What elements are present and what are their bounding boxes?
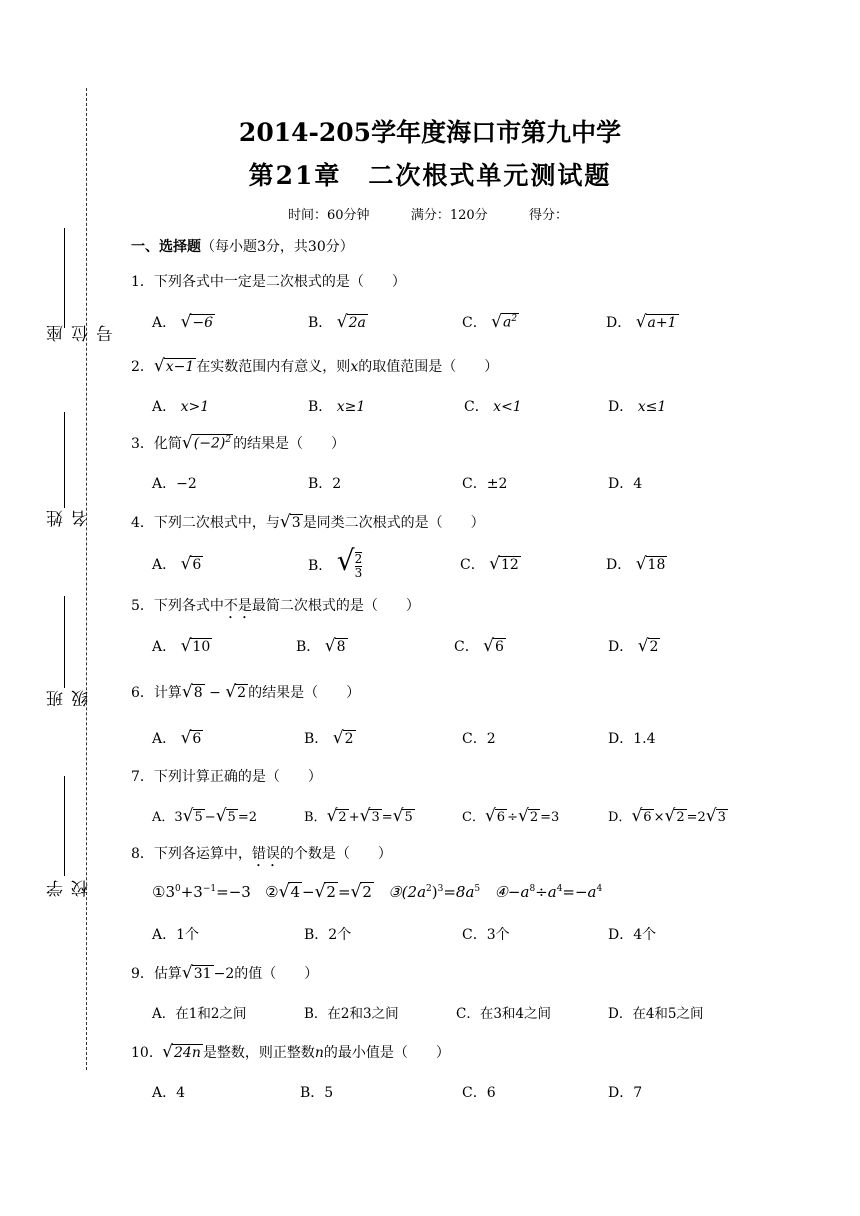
q7-options <box>152 806 792 830</box>
q8-statements: $①3^0+3^{-1}=-3$ ②√4 −√2 =√2 $③(2a^2)^3=8a^5$ $④-a^8\div a^4=-a^4$ <box>152 882 603 902</box>
question-2: 2．√x−1 在实数范围内有意义，则x的取值范围是（ ） <box>131 356 499 376</box>
option-a[interactable]: A．1个 <box>152 927 200 943</box>
option-b[interactable]: B．√2 +√3 =√5 <box>304 806 413 826</box>
option-b[interactable]: B． √2 <box>304 728 354 748</box>
option-c[interactable]: C．在3和4之间 <box>456 1006 552 1022</box>
question-6: 6．计算√8 − √2 的结果是（ ） <box>131 682 361 702</box>
q-number: 1． <box>131 274 154 290</box>
question-4: 4．下列二次根式中，与√3 是同类二次根式的是（ ） <box>131 512 485 532</box>
q1-options <box>152 312 792 336</box>
option-d[interactable]: D． √a+1 <box>606 312 677 332</box>
exam-meta: 时间：60分钟 满分：120分 得分： <box>288 208 569 223</box>
page-subtitle: 第21章 二次根式单元测试题 <box>248 161 612 190</box>
option-a[interactable]: A．4 <box>152 1085 186 1101</box>
option-c[interactable]: C． √6 <box>454 636 504 656</box>
option-d[interactable]: D．4 <box>608 476 643 492</box>
question-10: 10. √24n 是整数，则正整数n的最小值是（ ） <box>131 1042 450 1062</box>
q3-options <box>152 473 792 497</box>
option-c[interactable]: C．±2 <box>462 476 508 492</box>
q9-options <box>152 1002 792 1026</box>
option-c[interactable]: C． x<1 <box>464 399 522 415</box>
option-d[interactable]: D． √18 <box>606 554 666 574</box>
binding-line <box>86 88 87 1070</box>
question-5: 5．下列各式中不是最简二次根式的是（ ） <box>131 598 420 614</box>
option-b[interactable]: B． x≥1 <box>308 399 366 415</box>
q2-options <box>152 396 792 420</box>
option-b[interactable]: B．在2和3之间 <box>304 1006 399 1022</box>
seat-label: 座位号 <box>47 325 117 342</box>
class-label: 班级 <box>47 690 92 707</box>
page-title: 2014-205学年度海口市第九中学 <box>238 118 622 147</box>
q8-options <box>152 924 792 948</box>
option-a[interactable]: A． √6 <box>152 554 202 574</box>
q4-options <box>152 544 792 586</box>
option-d[interactable]: D．4个 <box>608 927 657 943</box>
name-label: 姓名 <box>47 510 92 527</box>
question-3: 3．化简$√(-2)^2$ 的结果是（ ） <box>131 433 346 453</box>
option-a[interactable]: A．在1和2之间 <box>152 1006 247 1022</box>
q-text: 下列各式中一定是二次根式的是（ ） <box>153 274 406 290</box>
option-a[interactable]: A． √10 <box>152 636 211 656</box>
question-1 <box>131 271 406 291</box>
q6-options <box>152 728 792 752</box>
school-label: 学校 <box>47 880 92 897</box>
section-title <box>131 236 354 256</box>
question-9: 9．估算√31 −2的值（ ） <box>131 963 319 983</box>
q10-options <box>152 1082 792 1106</box>
option-c[interactable]: C． $√a^2$ <box>462 312 518 332</box>
option-a[interactable]: A． x>1 <box>152 399 210 415</box>
q5-options <box>152 636 792 660</box>
section-note: （每小题3分，共30分） <box>201 239 354 255</box>
option-a[interactable]: A． √6 <box>152 728 202 748</box>
option-d[interactable]: D．7 <box>608 1085 643 1101</box>
q-number: 2． <box>131 359 154 375</box>
option-b[interactable]: B． √ $\frac{2}{3}$ <box>308 544 363 580</box>
option-d[interactable]: D． x≤1 <box>608 399 667 415</box>
option-b[interactable]: B．5 <box>300 1085 334 1101</box>
option-d[interactable]: D．1.4 <box>608 731 656 747</box>
option-a[interactable]: A． √−6 <box>152 312 214 332</box>
school-line <box>64 776 65 876</box>
option-b[interactable]: B．2个 <box>304 927 352 943</box>
option-c[interactable]: C．2 <box>462 731 496 747</box>
option-d[interactable]: D．在4和5之间 <box>608 1006 704 1022</box>
name-line <box>64 412 65 508</box>
option-b[interactable]: B．2 <box>308 476 342 492</box>
class-line <box>64 596 65 688</box>
option-b[interactable]: B． √8 <box>296 636 346 656</box>
option-c[interactable]: C．6 <box>462 1085 496 1101</box>
section-name: 一、选择题 <box>131 239 201 255</box>
option-c[interactable]: C． √12 <box>460 554 519 574</box>
option-c[interactable]: C．√6 ÷√2 =3 <box>462 806 560 826</box>
option-b[interactable]: B． √2a <box>308 312 366 332</box>
option-a[interactable]: A．3√5 −√5 =2 <box>152 806 257 826</box>
question-7: 7．下列计算正确的是（ ） <box>131 769 322 785</box>
option-d[interactable]: D． √2 <box>608 636 659 656</box>
option-c[interactable]: C．3个 <box>462 927 510 943</box>
seat-line <box>64 228 65 328</box>
option-a[interactable]: A．−2 <box>152 476 197 492</box>
option-d[interactable]: D．√6 ×√2 =2√3 <box>608 806 726 826</box>
question-8: 8．下列各运算中，错误的个数是（ ） <box>131 846 392 862</box>
